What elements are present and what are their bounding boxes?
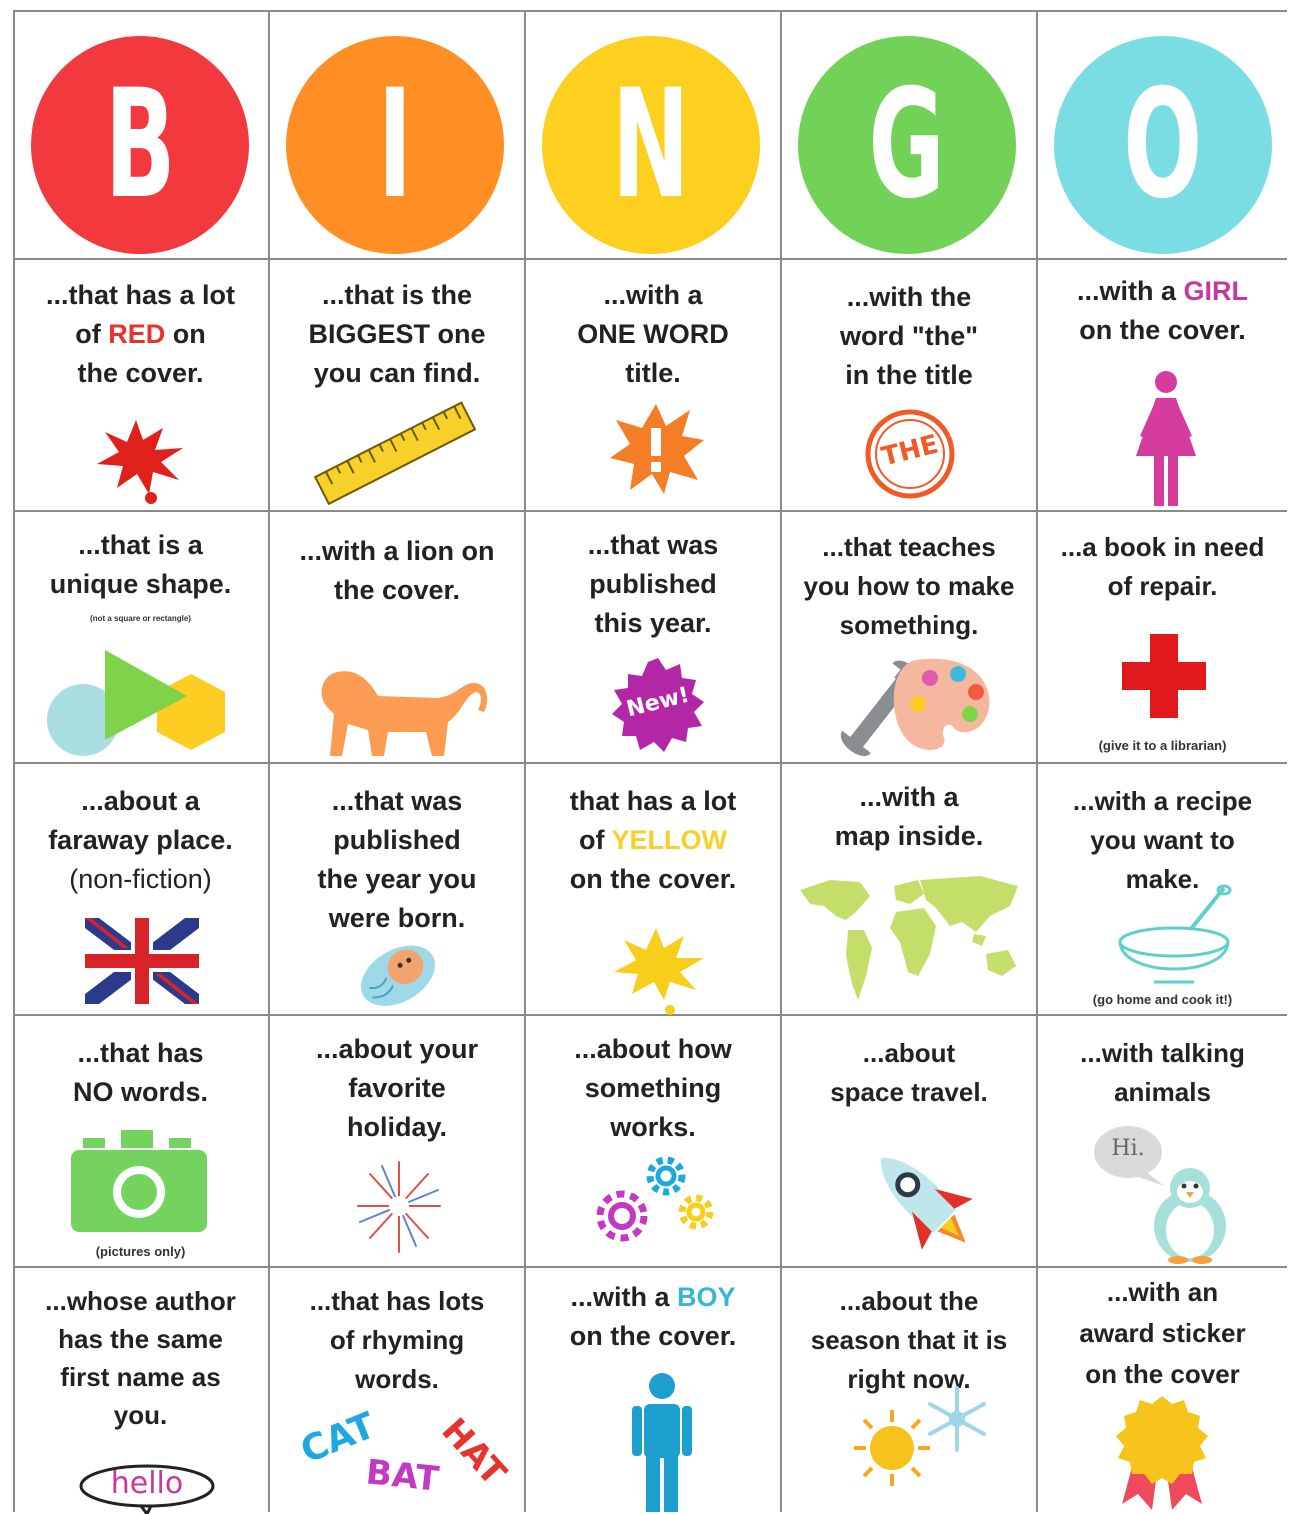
shapes-icon bbox=[41, 636, 241, 756]
rocket-icon bbox=[854, 1136, 994, 1266]
cell-line: space travel. bbox=[830, 1077, 988, 1107]
bingo-square[interactable] bbox=[526, 512, 780, 762]
baby-icon bbox=[352, 936, 442, 1012]
bingo-square[interactable] bbox=[526, 1016, 780, 1266]
exclamation-burst-icon bbox=[606, 400, 706, 495]
cell-line: first name as bbox=[60, 1362, 221, 1392]
cell-line: ...that is a bbox=[78, 530, 203, 560]
cell-line: unique shape. bbox=[49, 569, 232, 599]
bingo-square[interactable] bbox=[526, 260, 780, 510]
cell-line: word "the" bbox=[839, 321, 979, 351]
bingo-square[interactable] bbox=[782, 1016, 1036, 1266]
cell-line: ...that was bbox=[587, 530, 719, 560]
cell-line: faraway place. bbox=[48, 825, 233, 855]
cell-line: in the title bbox=[845, 360, 973, 390]
camera-icon bbox=[69, 1130, 209, 1234]
cell-line: the cover. bbox=[333, 575, 461, 605]
letter-i: I bbox=[377, 58, 413, 232]
cell-line: right now. bbox=[847, 1364, 971, 1394]
letter-circle-o bbox=[1054, 36, 1272, 254]
fireworks-icon bbox=[354, 1156, 444, 1256]
letter-circle-b bbox=[31, 36, 249, 254]
cell-line: ...a book in need bbox=[1060, 532, 1265, 562]
cell-line: ...that has lots bbox=[309, 1286, 485, 1316]
highlight-word: YELLOW bbox=[611, 825, 727, 855]
red-cross-icon bbox=[1122, 634, 1206, 718]
cell-line: published bbox=[333, 825, 461, 855]
cell-line: on the cover. bbox=[569, 864, 737, 894]
ruler-icon bbox=[306, 400, 486, 510]
cell-line: something. bbox=[839, 610, 979, 640]
paint-splat-icon bbox=[91, 410, 191, 505]
bingo-square[interactable] bbox=[782, 512, 1036, 762]
bingo-square[interactable] bbox=[782, 260, 1036, 510]
bingo-square[interactable] bbox=[1038, 764, 1287, 1014]
new-badge-icon bbox=[608, 656, 708, 756]
bingo-square[interactable] bbox=[1038, 1268, 1287, 1512]
cell-note: (not a square or rectangle) bbox=[90, 614, 191, 623]
letter-o: O bbox=[1123, 58, 1203, 232]
cell-line: ...with a bbox=[1076, 276, 1184, 306]
penguin-icon bbox=[1148, 1166, 1234, 1264]
mixing-bowl-icon bbox=[1116, 882, 1236, 990]
cell-line: ...whose author bbox=[45, 1286, 236, 1316]
cell-line: of bbox=[579, 825, 612, 855]
cell-line: ...with a bbox=[603, 280, 703, 310]
cell-line: works. bbox=[610, 1112, 696, 1142]
cell-line: ...with the bbox=[846, 282, 972, 312]
sun-icon bbox=[852, 1408, 932, 1488]
cell-line: ONE WORD bbox=[577, 319, 729, 349]
bingo-square[interactable] bbox=[13, 1016, 268, 1266]
cell-line: the year you bbox=[317, 864, 477, 894]
highlight-word: GIRL bbox=[1183, 276, 1248, 306]
cell-line: ...that was bbox=[331, 786, 463, 816]
cell-line: ...that has a lot bbox=[45, 280, 236, 310]
bingo-square[interactable] bbox=[1038, 512, 1287, 762]
cell-line: ...about bbox=[862, 1038, 956, 1068]
cell-note: (go home and cook it!) bbox=[1092, 992, 1233, 1007]
cell-line: map inside. bbox=[834, 821, 984, 851]
cell-note: (give it to a librarian) bbox=[1098, 738, 1227, 753]
cell-line: ...that is the bbox=[321, 280, 473, 310]
cell-line: season that it is bbox=[810, 1325, 1008, 1355]
uk-flag-icon bbox=[85, 918, 199, 1004]
letter-n: N bbox=[612, 58, 690, 232]
cell-line: ...about how bbox=[574, 1034, 732, 1064]
header-cell-i bbox=[268, 10, 524, 258]
bingo-square[interactable] bbox=[1038, 1016, 1287, 1266]
bingo-square[interactable] bbox=[13, 764, 268, 1014]
cell-line: you. bbox=[113, 1400, 168, 1430]
cell-line: on the cover bbox=[1085, 1359, 1240, 1389]
cell-line: animals bbox=[1114, 1077, 1211, 1107]
cell-line: favorite bbox=[348, 1073, 446, 1103]
cell-line: of rhyming bbox=[329, 1325, 465, 1355]
bingo-square[interactable] bbox=[13, 512, 268, 762]
header-cell-g bbox=[780, 10, 1036, 258]
yellow-splat-icon bbox=[610, 920, 710, 1016]
highlight-word: RED bbox=[108, 319, 166, 349]
cell-line: on the cover. bbox=[569, 1321, 737, 1351]
header-cell-b bbox=[13, 10, 268, 258]
cell-line: something bbox=[584, 1073, 722, 1103]
world-map-icon bbox=[790, 872, 1030, 1008]
cell-line: holiday. bbox=[346, 1112, 447, 1142]
cell-line: were born. bbox=[328, 903, 466, 933]
cell-line: of repair. bbox=[1107, 571, 1218, 601]
bingo-square[interactable] bbox=[270, 1016, 524, 1266]
cell-line: ...about a bbox=[81, 786, 200, 816]
the-stamp-label: THE bbox=[878, 429, 942, 473]
cell-line: of bbox=[75, 319, 109, 349]
bingo-square[interactable] bbox=[13, 1268, 268, 1512]
girl-icon bbox=[1134, 370, 1198, 508]
highlight-word: BOY bbox=[677, 1282, 736, 1312]
header-cell-o bbox=[1036, 10, 1287, 258]
cell-line: on the cover. bbox=[1079, 315, 1246, 345]
cell-line: you can find. bbox=[313, 358, 481, 388]
cell-line: title. bbox=[625, 358, 681, 388]
cell-line: on bbox=[165, 319, 206, 349]
bingo-square[interactable] bbox=[782, 764, 1036, 1014]
bingo-square[interactable] bbox=[782, 1268, 1036, 1512]
bingo-square[interactable] bbox=[270, 764, 524, 1014]
cell-line: ...that has bbox=[77, 1038, 204, 1068]
cell-line: (non-fiction) bbox=[69, 864, 212, 894]
rhyme-word-cat: CAT bbox=[295, 1405, 381, 1472]
cell-line: ...with talking bbox=[1080, 1038, 1245, 1068]
header-cell-n bbox=[524, 10, 780, 258]
letter-circle-g bbox=[798, 36, 1016, 254]
cell-note: (pictures only) bbox=[95, 1244, 186, 1259]
cell-line: ...with a lion on bbox=[299, 536, 495, 566]
bingo-square[interactable] bbox=[270, 512, 524, 762]
letter-b: B bbox=[104, 58, 176, 232]
cell-line: you how to make bbox=[803, 571, 1015, 601]
cell-line: ...about your bbox=[316, 1034, 478, 1064]
cell-line: has the same bbox=[58, 1324, 223, 1354]
the-stamp-icon bbox=[862, 406, 958, 502]
cell-line: ...about the bbox=[839, 1286, 979, 1316]
bingo-square[interactable] bbox=[270, 260, 524, 510]
bingo-square[interactable] bbox=[526, 1268, 780, 1512]
bingo-square[interactable] bbox=[526, 764, 780, 1014]
cell-line: ...with a recipe bbox=[1072, 786, 1253, 816]
letter-circle-n bbox=[542, 36, 760, 254]
letter-circle-i bbox=[286, 36, 504, 254]
new-badge-label: New! bbox=[624, 682, 692, 723]
wrench-palette-icon bbox=[820, 652, 1000, 762]
cell-line: BIGGEST one bbox=[308, 319, 486, 349]
lion-icon bbox=[308, 652, 488, 762]
speech-bubble-text: Hi. bbox=[1111, 1136, 1145, 1161]
cell-line: ...with an bbox=[1106, 1277, 1219, 1307]
snowflake-icon bbox=[922, 1384, 992, 1454]
cell-line: ...with a bbox=[859, 782, 959, 812]
cell-line: make. bbox=[1125, 864, 1200, 894]
boy-icon bbox=[632, 1372, 692, 1512]
cell-line: that has a lot bbox=[569, 786, 737, 816]
rhyme-word-bat: BAT bbox=[364, 1452, 441, 1500]
cell-line: words. bbox=[355, 1364, 439, 1394]
bingo-square[interactable] bbox=[1038, 260, 1287, 510]
cell-line: you want to bbox=[1090, 825, 1235, 855]
cell-line: this year. bbox=[594, 608, 712, 638]
cell-line: ...with a bbox=[570, 1282, 677, 1312]
cell-line: ...that teaches bbox=[822, 532, 996, 562]
cell-line: NO words. bbox=[72, 1077, 208, 1107]
bingo-square[interactable] bbox=[270, 1268, 524, 1512]
cell-line: the cover. bbox=[77, 358, 204, 388]
cell-line: published bbox=[589, 569, 717, 599]
cell-line: award sticker bbox=[1079, 1318, 1246, 1348]
letter-g: G bbox=[868, 58, 946, 232]
award-sticker-icon bbox=[1112, 1394, 1212, 1512]
rhyme-word-hat: HAT bbox=[433, 1410, 514, 1494]
gears-icon bbox=[586, 1146, 726, 1256]
bingo-square[interactable] bbox=[13, 260, 268, 510]
hello-bubble-text: hello bbox=[110, 1466, 184, 1501]
bingo-board bbox=[13, 10, 1287, 1512]
hello-bubble-icon bbox=[77, 1464, 217, 1514]
